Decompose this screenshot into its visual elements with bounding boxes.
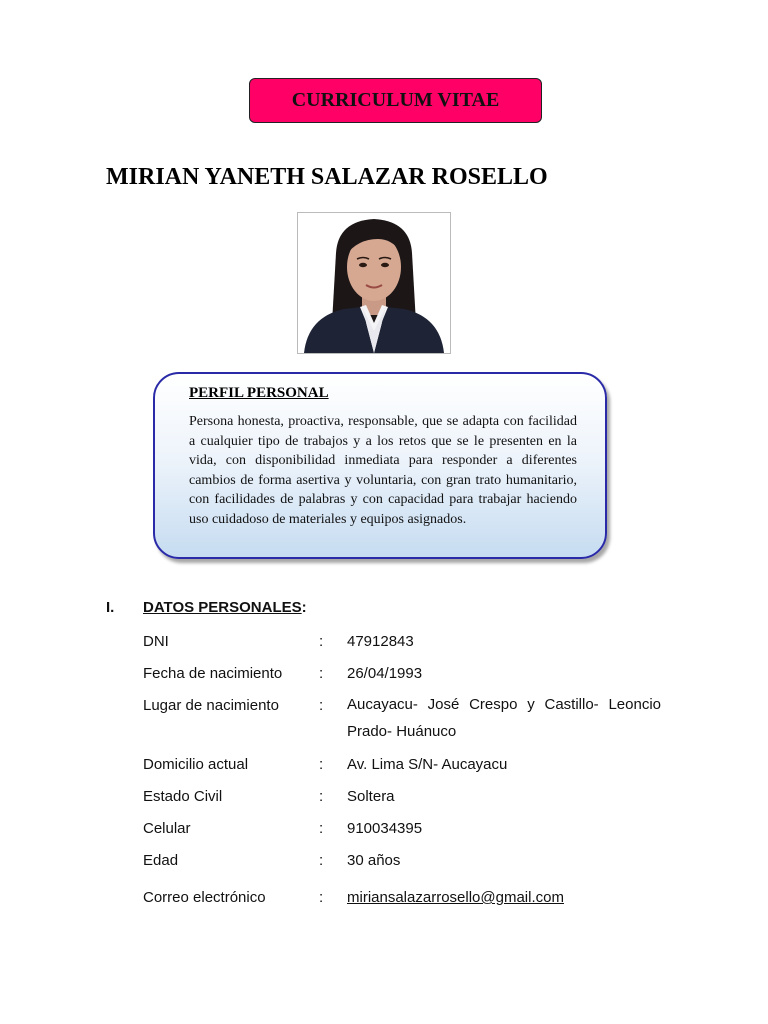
profile-description: Persona honesta, proactiva, responsable, que se adapta con facilidad a cualquier tipo de trabajos y a los retos que se le presenten en la vida, con disponibilidad inmediata para responder a diferentes cambios de forma asertiva y voluntaria, con gran trato humanitario, con facilidades de palabras y con capacidad para trabajar haciendo uso cuidadoso de materiales y equipos asignados.	[189, 414, 577, 527]
row-value: 47912843	[347, 633, 414, 650]
row-label: Estado Civil	[143, 788, 223, 805]
row-label: DNI	[143, 633, 169, 650]
person-name: MIRIAN YANETH SALAZAR ROSELLO	[106, 164, 548, 190]
row-value: Av. Lima S/N- Aucayacu	[347, 756, 508, 773]
row-value: 26/04/1993	[347, 665, 423, 682]
section-heading-colon: :	[301, 599, 307, 616]
row-separator: :	[319, 665, 324, 682]
section-heading-text: DATOS PERSONALES	[143, 599, 302, 616]
row-label: Celular	[143, 820, 191, 837]
row-label: Domicilio actual	[143, 756, 249, 773]
row-separator: :	[319, 788, 324, 805]
row-separator: :	[319, 697, 324, 714]
profile-photo	[297, 212, 451, 354]
row-separator: :	[319, 820, 324, 837]
row-separator: :	[319, 889, 324, 906]
row-value: Soltera	[347, 788, 395, 805]
row-separator: :	[319, 633, 324, 650]
row-label: Edad	[143, 852, 179, 869]
personal-profile-box	[153, 372, 607, 559]
section-number: I.	[106, 599, 115, 616]
row-label: Fecha de nacimiento	[143, 665, 283, 682]
cv-title-banner	[249, 78, 542, 123]
section-heading	[143, 599, 307, 616]
row-value: 30 años	[347, 852, 401, 869]
row-separator: :	[319, 852, 324, 869]
row-value: Aucayacu- José Crespo y Castillo- Leoncio Prado- Huánuco	[347, 696, 661, 740]
row-separator: :	[319, 756, 324, 773]
profile-heading: PERFIL PERSONAL	[189, 385, 329, 401]
profile-photo-icon	[298, 213, 450, 353]
cv-title: CURRICULUM VITAE	[291, 89, 500, 111]
email-link[interactable]: miriansalazarrosello@gmail.com	[347, 889, 564, 906]
row-label: Correo electrónico	[143, 889, 266, 906]
row-value: 910034395	[347, 820, 423, 837]
row-label: Lugar de nacimiento	[143, 697, 279, 714]
